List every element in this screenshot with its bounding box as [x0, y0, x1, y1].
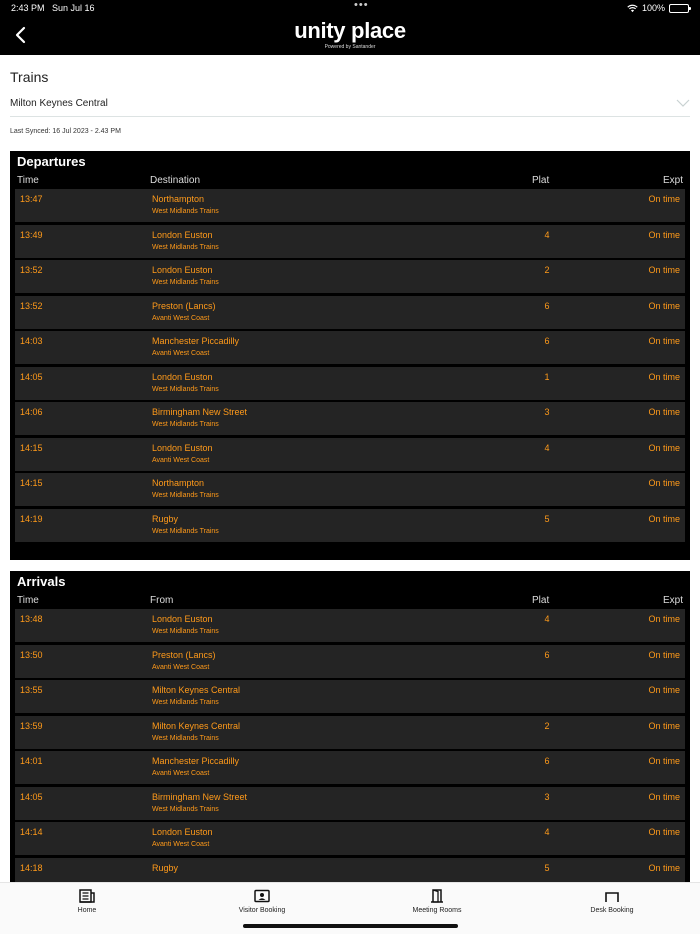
chevron-down-icon [676, 99, 690, 107]
train-platform: 6 [544, 300, 550, 311]
train-station: Milton Keynes Central [152, 685, 241, 695]
train-expected: On time [648, 229, 680, 240]
train-row[interactable] [15, 716, 685, 749]
page-title: Trains [10, 69, 49, 85]
train-time: 14:19 [20, 513, 43, 524]
main-content [0, 55, 700, 882]
train-platform: 4 [544, 827, 550, 837]
train-platform: 4 [544, 614, 550, 624]
status-date: Sun Jul 16 [52, 3, 95, 13]
train-operator: West Midlands Trains [152, 527, 219, 535]
train-time: 13:50 [20, 649, 43, 660]
train-row[interactable] [15, 260, 685, 293]
train-expected: On time [648, 265, 680, 275]
train-platform: 5 [544, 513, 550, 524]
newspaper-icon [79, 889, 95, 903]
train-row[interactable] [15, 645, 685, 678]
train-operator: West Midlands Trains [152, 385, 219, 393]
train-expected: On time [648, 194, 680, 204]
door-icon [429, 889, 445, 903]
train-station: London Euston [152, 265, 213, 275]
train-expected: On time [648, 442, 680, 453]
col-expt: Expt [662, 175, 683, 186]
status-time: 2:43 PM [11, 3, 45, 13]
battery-icon [669, 4, 689, 13]
train-platform: 3 [544, 791, 550, 802]
train-station: Northampton [152, 478, 205, 488]
col-destination: Destination [150, 175, 201, 186]
train-row[interactable] [15, 473, 685, 506]
train-expected: On time [648, 791, 680, 802]
status-bar [11, 0, 689, 17]
train-time: 13:52 [20, 300, 43, 311]
train-operator: West Midlands Trains [152, 628, 219, 635]
top-bar [0, 0, 700, 55]
train-platform: 2 [544, 720, 550, 731]
train-operator: West Midlands Trains [152, 421, 219, 428]
train-expected: On time [648, 720, 680, 731]
train-station: London Euston [152, 229, 213, 240]
train-expected: On time [648, 300, 680, 311]
train-station: Milton Keynes Central [152, 720, 241, 731]
id-card-icon [254, 889, 270, 903]
train-expected: On time [648, 614, 680, 624]
battery-percent: 100% [641, 3, 665, 13]
train-platform: 1 [544, 371, 550, 382]
arrivals-header [15, 593, 685, 609]
train-row[interactable] [15, 787, 685, 820]
train-time: 14:14 [20, 827, 43, 837]
train-expected: On time [648, 756, 680, 766]
brand-logo [250, 19, 450, 50]
train-platform: 4 [544, 229, 550, 240]
multitask-dots-icon[interactable]: ••• [354, 0, 369, 11]
departures-header [15, 173, 685, 189]
train-row[interactable] [15, 858, 685, 883]
train-expected: On time [648, 371, 680, 382]
train-row[interactable] [15, 225, 685, 258]
last-synced: Last Synced: 16 Jul 2023 - 2.43 PM [10, 128, 121, 135]
tab-meeting-rooms[interactable] [377, 889, 497, 914]
train-time: 14:18 [20, 862, 43, 873]
train-time: 13:52 [20, 265, 43, 275]
departures-rows [15, 189, 685, 542]
train-operator: Avanti West Coast [152, 663, 210, 671]
train-row[interactable] [15, 751, 685, 784]
train-station: Rugby [152, 513, 179, 524]
train-operator: Avanti West Coast [152, 314, 210, 322]
train-station: London Euston [152, 442, 213, 453]
col-time: Time [17, 595, 39, 606]
train-row[interactable] [15, 609, 685, 642]
col-time: Time [17, 175, 39, 186]
train-row[interactable] [15, 680, 685, 713]
train-row[interactable] [15, 402, 685, 435]
train-row[interactable] [15, 331, 685, 364]
arrivals-rows [15, 609, 685, 882]
brand-tagline: Powered by Santander [324, 44, 376, 50]
train-operator: West Midlands Trains [152, 734, 219, 742]
train-expected: On time [648, 336, 680, 346]
train-operator: West Midlands Trains [152, 699, 219, 706]
tab-home[interactable] [27, 889, 147, 914]
col-plat: Plat [532, 175, 550, 186]
train-operator: Avanti West Coast [152, 770, 210, 777]
home-indicator[interactable] [243, 924, 458, 928]
train-time: 14:06 [20, 407, 43, 417]
back-arrow-icon[interactable] [12, 26, 30, 44]
train-platform: 3 [544, 407, 550, 417]
desk-icon [604, 889, 620, 903]
col-plat: Plat [532, 595, 550, 606]
train-time: 14:05 [20, 791, 43, 802]
train-station: London Euston [152, 371, 213, 382]
train-operator: Avanti West Coast [152, 350, 210, 357]
train-time: 13:48 [20, 614, 43, 624]
train-time: 13:49 [20, 229, 43, 240]
tab-visitor-booking[interactable] [202, 889, 322, 914]
train-station: Northampton [152, 194, 205, 204]
train-time: 14:01 [20, 756, 43, 766]
train-row[interactable] [15, 822, 685, 855]
train-station: Birmingham New Street [152, 407, 248, 417]
train-expected: On time [648, 827, 680, 837]
train-platform: 6 [544, 336, 550, 346]
train-row[interactable] [15, 189, 685, 222]
tab-label: Visitor Booking [238, 907, 286, 914]
station-select[interactable] [10, 91, 690, 117]
arrivals-title: Arrivals [17, 574, 66, 589]
col-from: From [150, 595, 174, 606]
train-platform: 4 [544, 442, 550, 453]
train-station: London Euston [152, 614, 213, 624]
train-platform: 2 [544, 265, 550, 275]
train-expected: On time [648, 407, 680, 417]
train-station: London Euston [152, 827, 213, 837]
train-row[interactable] [15, 296, 685, 329]
arrivals-board [10, 571, 690, 882]
train-operator: Avanti West Coast [152, 456, 210, 464]
train-time: 14:15 [20, 478, 43, 488]
wifi-icon [627, 4, 638, 13]
train-expected: On time [648, 513, 680, 524]
train-expected: On time [648, 478, 680, 488]
train-operator: West Midlands Trains [152, 492, 219, 499]
station-value: Milton Keynes Central [10, 98, 108, 109]
train-platform: 6 [544, 756, 550, 766]
train-platform: 6 [544, 649, 550, 660]
train-station: Birmingham New Street [152, 791, 248, 802]
train-platform: 5 [544, 862, 550, 873]
train-station: Manchester Piccadilly [152, 336, 240, 346]
brand-name: unity place [294, 18, 406, 43]
train-operator: West Midlands Trains [152, 279, 219, 286]
departures-title: Departures [17, 154, 86, 169]
train-expected: On time [648, 685, 680, 695]
train-operator: West Midlands Trains [152, 208, 219, 215]
train-station: Rugby [152, 862, 179, 873]
train-row[interactable] [15, 509, 685, 542]
tab-desk-booking[interactable] [552, 889, 672, 914]
departures-board [10, 151, 690, 560]
train-station: Manchester Piccadilly [152, 756, 240, 766]
train-operator: Avanti West Coast [152, 841, 210, 848]
train-time: 14:03 [20, 336, 43, 346]
train-station: Preston (Lancs) [152, 300, 216, 311]
train-expected: On time [648, 862, 680, 873]
tab-label: Desk Booking [590, 907, 634, 914]
train-row[interactable] [15, 438, 685, 471]
tab-label: Meeting Rooms [412, 907, 462, 914]
train-time: 13:59 [20, 720, 43, 731]
train-operator: West Midlands Trains [152, 243, 219, 251]
train-time: 13:47 [20, 194, 43, 204]
train-operator: West Midlands Trains [152, 805, 219, 813]
col-expt: Expt [662, 595, 683, 606]
train-expected: On time [648, 649, 680, 660]
status-right [627, 3, 689, 13]
train-time: 14:05 [20, 371, 43, 382]
train-time: 14:15 [20, 442, 43, 453]
train-station: Preston (Lancs) [152, 649, 216, 660]
train-time: 13:55 [20, 685, 43, 695]
train-row[interactable] [15, 367, 685, 400]
tab-label: Home [77, 907, 97, 914]
